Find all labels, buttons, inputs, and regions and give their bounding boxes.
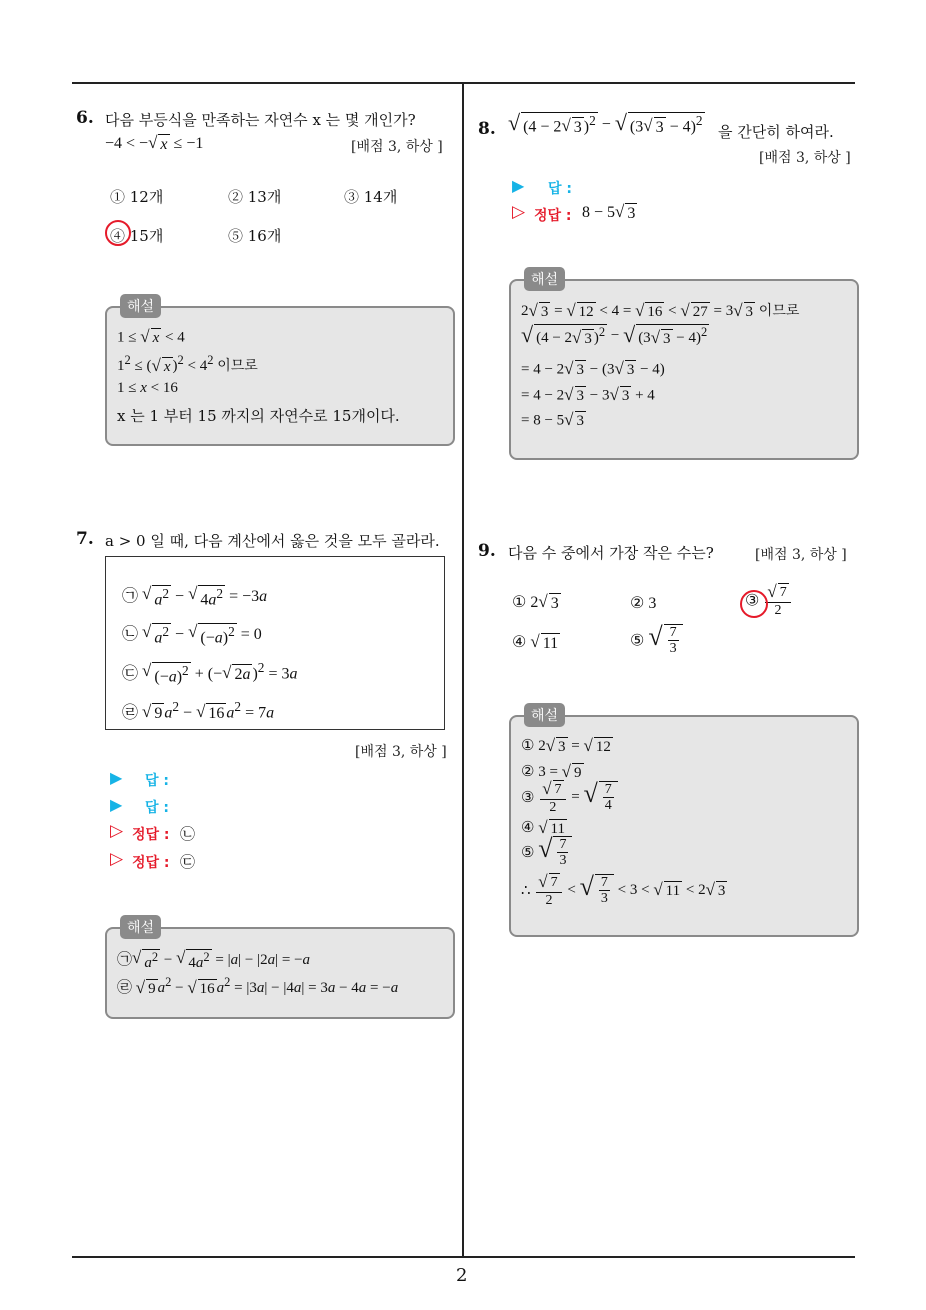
q9-expl-line-1: ① 2 √ 3 = √ 12 [521,735,611,755]
q7-statement-d: ㉣ √ 9 $a^2$ − √ 16 $a^2 = 7a$ [122,699,275,723]
q6-expl-line-1: 1 ≤ √ x < 4 [117,327,185,346]
q7-answer-1-triangle-icon: ▶ [110,768,123,787]
q7-statement-c: ㉢ √ $(-a)^2$ + (− √ 2a )$^2$ = 3a [122,660,298,686]
q8-expl-line-3: = 4 − 2 √ 3 − (3 √ 3 − 4) [521,359,665,378]
q8-answer-label: 답 : [548,181,572,197]
q8-expl-line-1: 2 √ 3 = √ 12 < 4 = √ 16 < √ 27 = 3 √ 3 이므로 [521,300,800,320]
q7-correct-2-triangle-icon: ▷ [110,849,124,869]
q6-expl-line-4: x 는 1 부터 15 까지의 자연수로 15개이다. [117,407,400,425]
q7-correct-1-value: ㉡ [180,825,196,843]
q9-number: 9. [478,541,496,561]
q9-option-1[interactable]: ① 2 √ 3 [512,591,559,612]
q7-statement-a: ㉠ √ $a^2$ − √ $4a^2$ = −3a [122,583,268,608]
column-divider [462,82,464,1258]
q8-answer-triangle-icon: ▶ [512,176,525,195]
q8-expl-line-5: = 8 − 5 √ 3 [521,410,585,429]
q8-explanation-tag: 해설 [524,267,565,291]
q7-explanation-box [105,927,455,1019]
q8-correct-value: 8 − 5 √ 3 [582,202,636,222]
q6-option-2[interactable]: ② 13개 [228,188,282,206]
q8-expl-suffix: 이므로 [758,303,800,319]
q8-number: 8. [478,119,496,139]
q7-expl-line-2: ㉣ √ 9 $a^2$ − √ 16 $a^2 = |3a| - |4a| = 3a - 4a = -a$ [117,975,399,997]
q7-correct-1-label: 정답 : [132,827,170,843]
q6-score: [배점 3, 하상 ] [351,139,443,155]
q8-expl-line-2: √ (4 − 2 √ 3 )$^2$ − √ (3 √ 3 − 4)$^2$ [521,322,708,347]
q8-score: [배점 3, 하상 ] [759,150,851,166]
q7-number: 7. [76,529,94,549]
q9-expl-line-3: ③ √ 7 2 = √ $\frac{7}{4}$ [521,780,618,815]
page-number: 2 [456,1265,468,1286]
q7-answer-1-label: 답 : [145,773,169,789]
q9-question-text: 다음 수 중에서 가장 작은 수는? [508,544,714,562]
q9-option-2[interactable]: ② 3 [630,595,657,612]
q6-explanation-tag: 해설 [120,294,161,318]
q9-score: [배점 3, 하상 ] [755,547,847,563]
q6-option-4[interactable]: ④ 15개 [110,227,164,245]
q7-correct-2-label: 정답 : [132,855,170,871]
q6-option-3[interactable]: ③ 14개 [344,188,398,206]
q9-expl-line-4: ④ √ 11 [521,817,565,837]
q8-correct-triangle-icon: ▷ [512,202,526,222]
q7-question-text: a > 0 일 때, 다음 계산에서 옳은 것을 모두 골라라. [105,532,440,550]
q9-explanation-tag: 해설 [524,703,565,727]
q6-option-1[interactable]: ① 12개 [110,188,164,206]
q9-expl-line-5: ⑤ √ $\frac{7}{3}$ [521,836,572,869]
q8-correct-label: 정답 : [534,208,572,224]
q8-expression: √ (4 − 2 √ 3 )$^2$ − √ (3 √ 3 − 4)$^2$ [508,110,703,137]
q9-expl-line-2: ② 3 = √ 9 [521,761,582,781]
q6-expl-line-2: $1^2$ ≤ ( √ x )$^2 < 4^2$ 이므로 [117,353,258,375]
q7-statement-b: ㉡ √ $a^2$ − √ $(-a)^2$ = 0 [122,621,262,646]
q6-option-5[interactable]: ⑤ 16개 [228,227,282,245]
q6-expl-line-3: 1 ≤ x < 16 [117,380,178,396]
q9-option-4[interactable]: ④ √ 11 [512,631,559,652]
q7-answer-2-triangle-icon: ▶ [110,795,123,814]
q9-expl-line-6: ∴ √ 7 2 < √ $\frac{7}{3}$ < 3 < √ 11 < 2 √ 3 [521,872,726,908]
q7-correct-2-value: ㉢ [180,853,196,871]
q6-answer-circle-icon [105,220,131,246]
q8-expl-line-4: = 4 − 2 √ 3 − 3 √ 3 + 4 [521,385,655,404]
top-rule [72,82,855,84]
q6-question-text: 다음 부등식을 만족하는 자연수 x 는 몇 개인가? [105,111,416,129]
q8-question-text: 을 간단히 하여라. [718,123,834,141]
q6-number: 6. [76,108,94,128]
q9-answer-circle-icon [740,590,768,618]
q9-option-5[interactable]: ⑤ √ $\frac{7}{3}$ [630,624,683,657]
q7-answer-2-label: 답 : [145,800,169,816]
bottom-rule [72,1256,855,1258]
q7-explanation-tag: 해설 [120,915,161,939]
q7-expl-line-1: ㉠ √ $a^2$ − √ $4a^2$ = |a| − |2a| = −a [117,947,311,971]
q7-correct-1-triangle-icon: ▷ [110,821,124,841]
q6-inequality: −4 < − √ x ≤ −1 [105,133,204,153]
q9-option-3[interactable]: ③ √ 7 2 [745,583,793,618]
q7-score: [배점 3, 하상 ] [355,744,447,760]
